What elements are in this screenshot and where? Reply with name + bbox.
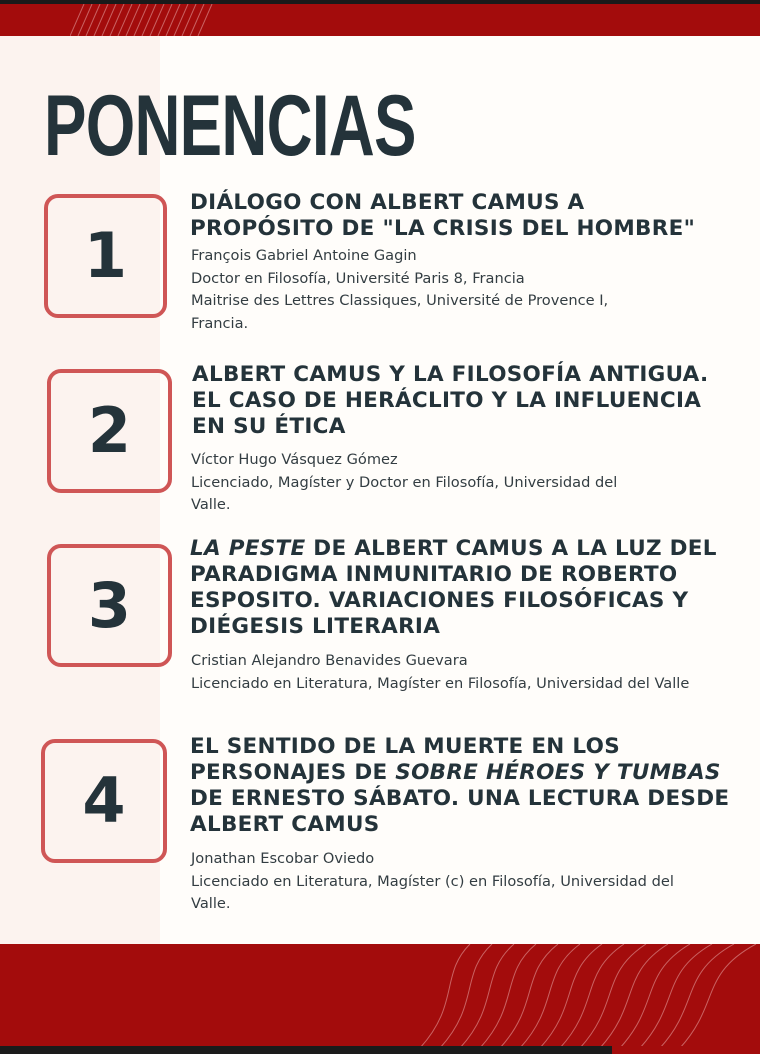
author-name: Cristian Alejandro Benavides Guevara [191, 652, 468, 669]
item-number: 2 [87, 394, 132, 467]
author-name: Víctor Hugo Vásquez Gómez [191, 451, 398, 468]
number-box [47, 544, 172, 667]
credential: Maitrise des Lettres Classiques, Université de Provence I, Francia. [191, 292, 609, 332]
item-number: 4 [82, 764, 126, 837]
number-box [41, 739, 167, 863]
page-title: PONENCIAS [44, 78, 416, 174]
number-box [47, 369, 172, 493]
top-line-pattern [70, 4, 370, 36]
author-name: Jonathan Escobar Oviedo [191, 850, 375, 867]
top-decorative-band [0, 0, 760, 36]
item-number: 1 [83, 219, 128, 292]
number-box [44, 194, 167, 318]
credential: Licenciado en Literatura, Magíster en Filosofía, Universidad del Valle [191, 674, 690, 692]
item-info [191, 449, 661, 517]
item-title: LA PESTE DE ALBERT CAMUS A LA LUZ DEL PARADIGMA INMUNITARIO DE ROBERTO ESPOSITO. VARIACIONES FILOSÓFICAS Y DIÉGESIS LITERARIA [190, 536, 717, 639]
bottom-wave-pattern [400, 944, 760, 1048]
bottom-decorative-band [0, 944, 760, 1048]
credential: Licenciado en Literatura, Magíster (c) en Filosofía, Universidad del Valle. [191, 872, 674, 912]
item-title: ALBERT CAMUS Y LA FILOSOFÍA ANTIGUA. EL CASO DE HERÁCLITO Y LA INFLUENCIA EN SU ÉTICA [192, 362, 709, 439]
book-title-italic: LA PESTE [190, 536, 306, 561]
item-info [191, 848, 691, 916]
item-title: EL SENTIDO DE LA MUERTE EN LOS PERSONAJES DE SOBRE HÉROES Y TUMBAS DE ERNESTO SÁBATO. UNA LECTURA DESDE ALBERT CAMUS [190, 734, 730, 837]
item-number: 3 [87, 568, 132, 642]
bottom-red-tab [612, 1046, 760, 1054]
bottom-dark-edge [0, 1046, 760, 1054]
credential: Licenciado, Magíster y Doctor en Filosofía, Universidad del Valle. [191, 473, 618, 513]
item-info [191, 245, 661, 335]
book-title-italic: SOBRE HÉROES Y TUMBAS [395, 760, 721, 785]
credential: Doctor en Filosofía, Université Paris 8, Francia [191, 269, 525, 287]
item-info [191, 650, 691, 695]
author-name: François Gabriel Antoine Gagin [191, 247, 417, 264]
item-title: DIÁLOGO CON ALBERT CAMUS A PROPÓSITO DE "LA CRISIS DEL HOMBRE" [190, 190, 696, 241]
